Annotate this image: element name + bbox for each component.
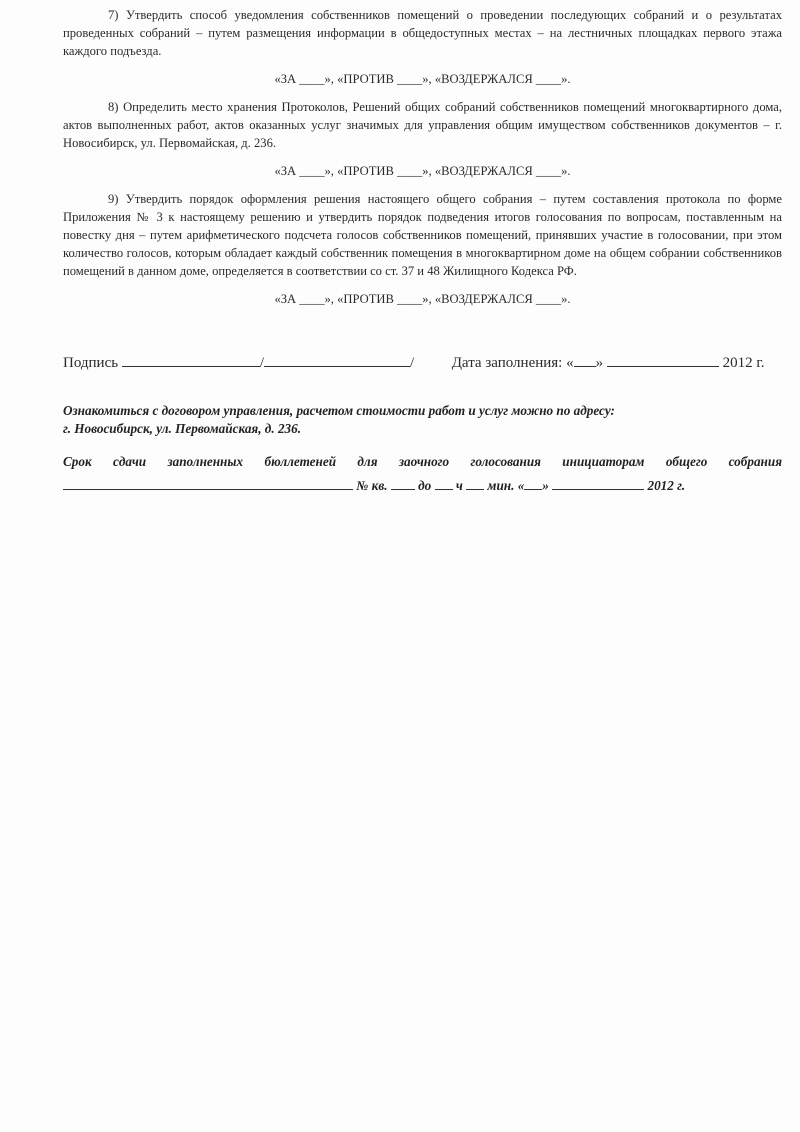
info-line-1: Ознакомиться с договором управления, расчетом стоимости работ и услуг можно по адресу:: [63, 403, 615, 418]
info-note: [63, 402, 782, 438]
deadline-hours-field[interactable]: [435, 477, 453, 490]
item-7-text: 7) Утвердить способ уведомления собственников помещений о проведении последующих собраний и о результатах проведенных собраний – путем размещения информации в общедоступных местах – на лестничных площадках первого этажа каждого подъезда.: [63, 8, 782, 58]
deadline-until-label: до: [418, 478, 432, 493]
info-address: г. Новосибирск, ул. Первомайская, д. 236.: [63, 421, 302, 436]
deadline-minutes-label: мин. «: [487, 478, 525, 493]
item-9-votes: «ЗА ____», «ПРОТИВ ____», «ВОЗДЕРЖАЛСЯ ____».: [274, 292, 571, 306]
signature-name-field[interactable]: [264, 352, 410, 367]
item-8-votes: «ЗА ____», «ПРОТИВ ____», «ВОЗДЕРЖАЛСЯ ____».: [274, 164, 571, 178]
signature-row: [63, 352, 782, 373]
deadline-note: [63, 453, 782, 495]
item-8-text: 8) Определить место хранения Протоколов, Решений общих собраний собственников помещений многоквартирного дома, актов выполненных работ, актов оказанных услуг значимых для управления общим имуществом собственников документов – г. Новосибирск, ул. Первомайская, д. 236.: [63, 100, 782, 150]
decisions-section: [63, 6, 782, 308]
item-7-votes: «ЗА ____», «ПРОТИВ ____», «ВОЗДЕРЖАЛСЯ ____».: [274, 72, 571, 86]
deadline-year: 2012 г.: [647, 478, 686, 493]
deadline-apt-field[interactable]: [391, 477, 415, 490]
signature-slash-end: /: [410, 355, 415, 371]
item-9-text: 9) Утвердить порядок оформления решения настоящего общего собрания – путем составления протокола по форме Приложения № 3 к настоящему решению и утвердить порядок подведения итогов голосования по вопросам, поставленным на повестку дня – путем арифметического подсчета голосов собственников помещений, принявших участие в голосовании, при этом количество голосов, которым обладает каждый собственник помещения в многоквартирном доме на общем собрании собственников помещений в данном доме, определяется в соответствии со ст. 37 и 48 Жилищного Кодекса РФ.: [63, 192, 782, 278]
deadline-address-field[interactable]: [63, 477, 353, 490]
deadline-line-2: [63, 477, 782, 495]
deadline-day-field[interactable]: [524, 477, 542, 490]
deadline-month-field[interactable]: [552, 477, 644, 490]
deadline-line-1: Срок сдачи заполненных бюллетеней для заочного голосования инициаторам общего собрания: [63, 454, 782, 469]
deadline-apt-label: № кв.: [356, 478, 388, 493]
deadline-minutes-field[interactable]: [466, 477, 484, 490]
signature-label: Подпись: [63, 355, 119, 371]
date-label: Дата заполнения: «: [451, 355, 574, 371]
signature-field[interactable]: [122, 352, 260, 367]
date-year: 2012 г.: [722, 355, 765, 371]
deadline-hours-label: ч: [455, 478, 463, 493]
date-month-field[interactable]: [607, 352, 719, 367]
date-close-quote: »: [595, 355, 604, 371]
date-day-field[interactable]: [574, 352, 596, 367]
signature-slash: /: [259, 355, 265, 371]
deadline-close-quote: »: [542, 478, 549, 493]
